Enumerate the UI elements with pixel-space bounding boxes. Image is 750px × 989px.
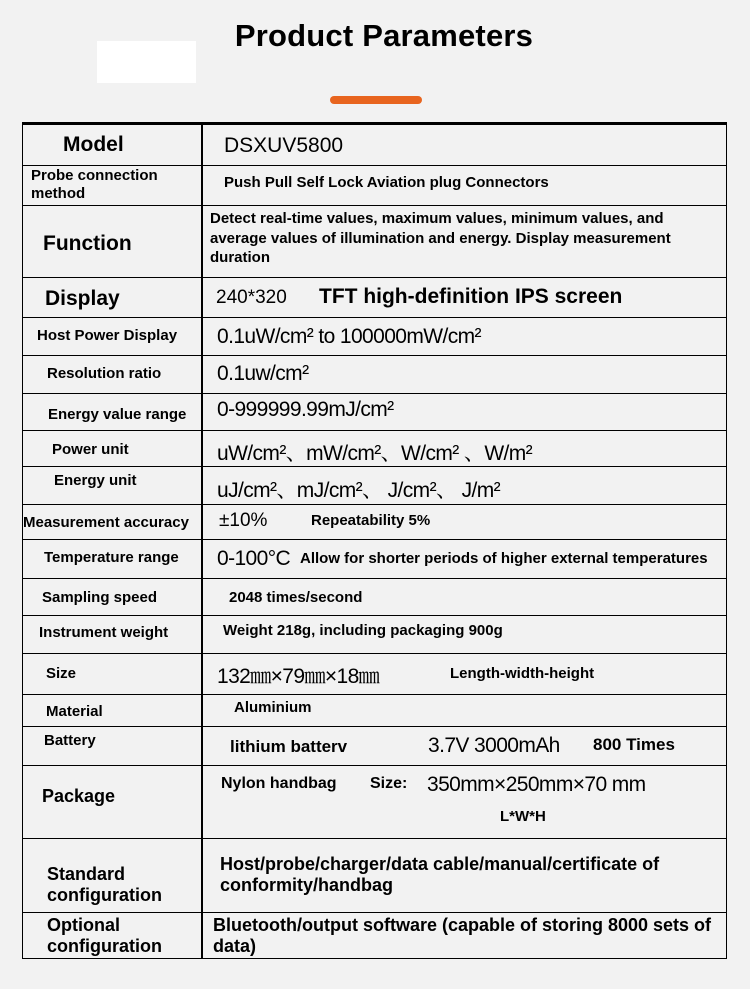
row-model (22, 125, 727, 166)
host-power-value: 0.1uW/cm² to 100000mW/cm² (217, 325, 481, 348)
row-power-unit (22, 431, 727, 467)
energy-unit-label: Energy unit (54, 472, 137, 489)
row-function (22, 206, 727, 278)
material-label: Material (46, 703, 103, 720)
parameters-table (22, 122, 727, 959)
battery-label: Battery (44, 732, 96, 749)
probe-value: Push Pull Self Lock Aviation plug Connectors (224, 174, 549, 191)
row-probe-connection (22, 166, 727, 206)
energy-range-value: 0-999999.99mJ/cm² (217, 398, 394, 421)
display-screen: TFT high-definition IPS screen (319, 285, 623, 308)
row-energy-unit (22, 467, 727, 505)
accuracy-label: Measurement accuracy (23, 514, 189, 531)
optional-value: Bluetooth/output software (capable of storing 8000 sets of data) (213, 915, 712, 956)
row-display (22, 278, 727, 318)
row-standard-config (22, 839, 727, 913)
model-value: DSXUV5800 (224, 134, 344, 157)
function-value: Detect real-time values, maximum values, minimum values, and average values of illumination and energy. Display measurement duration (210, 210, 671, 266)
row-material (22, 695, 727, 727)
row-sampling (22, 579, 727, 616)
energy-unit-value: uJ/cm²、mJ/cm²、 J/cm²、 J/m² (217, 479, 501, 502)
sampling-value: 2048 times/second (229, 589, 363, 606)
package-size-label: Size: (370, 775, 408, 792)
accent-bar (330, 96, 422, 104)
temperature-label: Temperature range (44, 549, 179, 566)
battery-type: lithium batterv (230, 737, 348, 756)
standard-value: Host/probe/charger/data cable/manual/certificate of conformity/handbag (220, 854, 660, 895)
package-size: 350mm×250mm×70 mm (427, 773, 646, 796)
material-value: Aluminium (234, 699, 312, 716)
power-unit-label: Power unit (52, 441, 129, 458)
temperature-note: Allow for shorter periods of higher external temperatures (300, 550, 708, 567)
display-label: Display (45, 287, 120, 310)
page-title: Product Parameters (234, 18, 534, 53)
weight-label: Instrument weight (39, 624, 169, 641)
display-resolution: 240*320 (216, 287, 287, 308)
row-package (22, 766, 727, 839)
power-unit-value: uW/cm²、mW/cm²、W/cm² 、W/m² (217, 442, 533, 465)
probe-label: Probe connection method (31, 167, 158, 202)
package-label: Package (42, 786, 116, 806)
row-size (22, 654, 727, 695)
package-value: Nylon handbag (221, 775, 337, 792)
resolution-value: 0.1uw/cm² (217, 362, 309, 385)
energy-range-label: Energy value range (48, 406, 187, 423)
row-resolution (22, 356, 727, 394)
row-accuracy (22, 505, 727, 540)
temperature-value: 0-100°C (217, 547, 291, 570)
size-note: Length-width-height (450, 665, 595, 682)
function-label: Function (43, 232, 132, 255)
row-optional-config (22, 913, 727, 959)
row-energy-range (22, 394, 727, 431)
row-host-power (22, 318, 727, 356)
weight-value: Weight 218g, including packaging 900g (223, 622, 503, 639)
standard-label: Standard configuration (47, 864, 162, 905)
package-dims: L*W*H (500, 808, 546, 825)
row-temperature (22, 540, 727, 579)
blank-patch (97, 41, 196, 83)
optional-label: Optional configuration (47, 915, 162, 956)
host-power-label: Host Power Display (37, 327, 178, 344)
row-weight (22, 616, 727, 654)
repeatability-value: Repeatability 5% (311, 512, 431, 529)
model-label: Model (63, 133, 124, 156)
accuracy-value: ±10% (219, 510, 268, 531)
size-label: Size (46, 665, 77, 682)
resolution-label: Resolution ratio (47, 365, 162, 382)
battery-cycles: 800 Times (593, 735, 675, 754)
battery-spec: 3.7V 3000mAh (428, 734, 560, 757)
sampling-label: Sampling speed (42, 589, 158, 606)
row-battery (22, 727, 727, 766)
size-value: 132㎜×79㎜×18㎜ (217, 665, 380, 688)
